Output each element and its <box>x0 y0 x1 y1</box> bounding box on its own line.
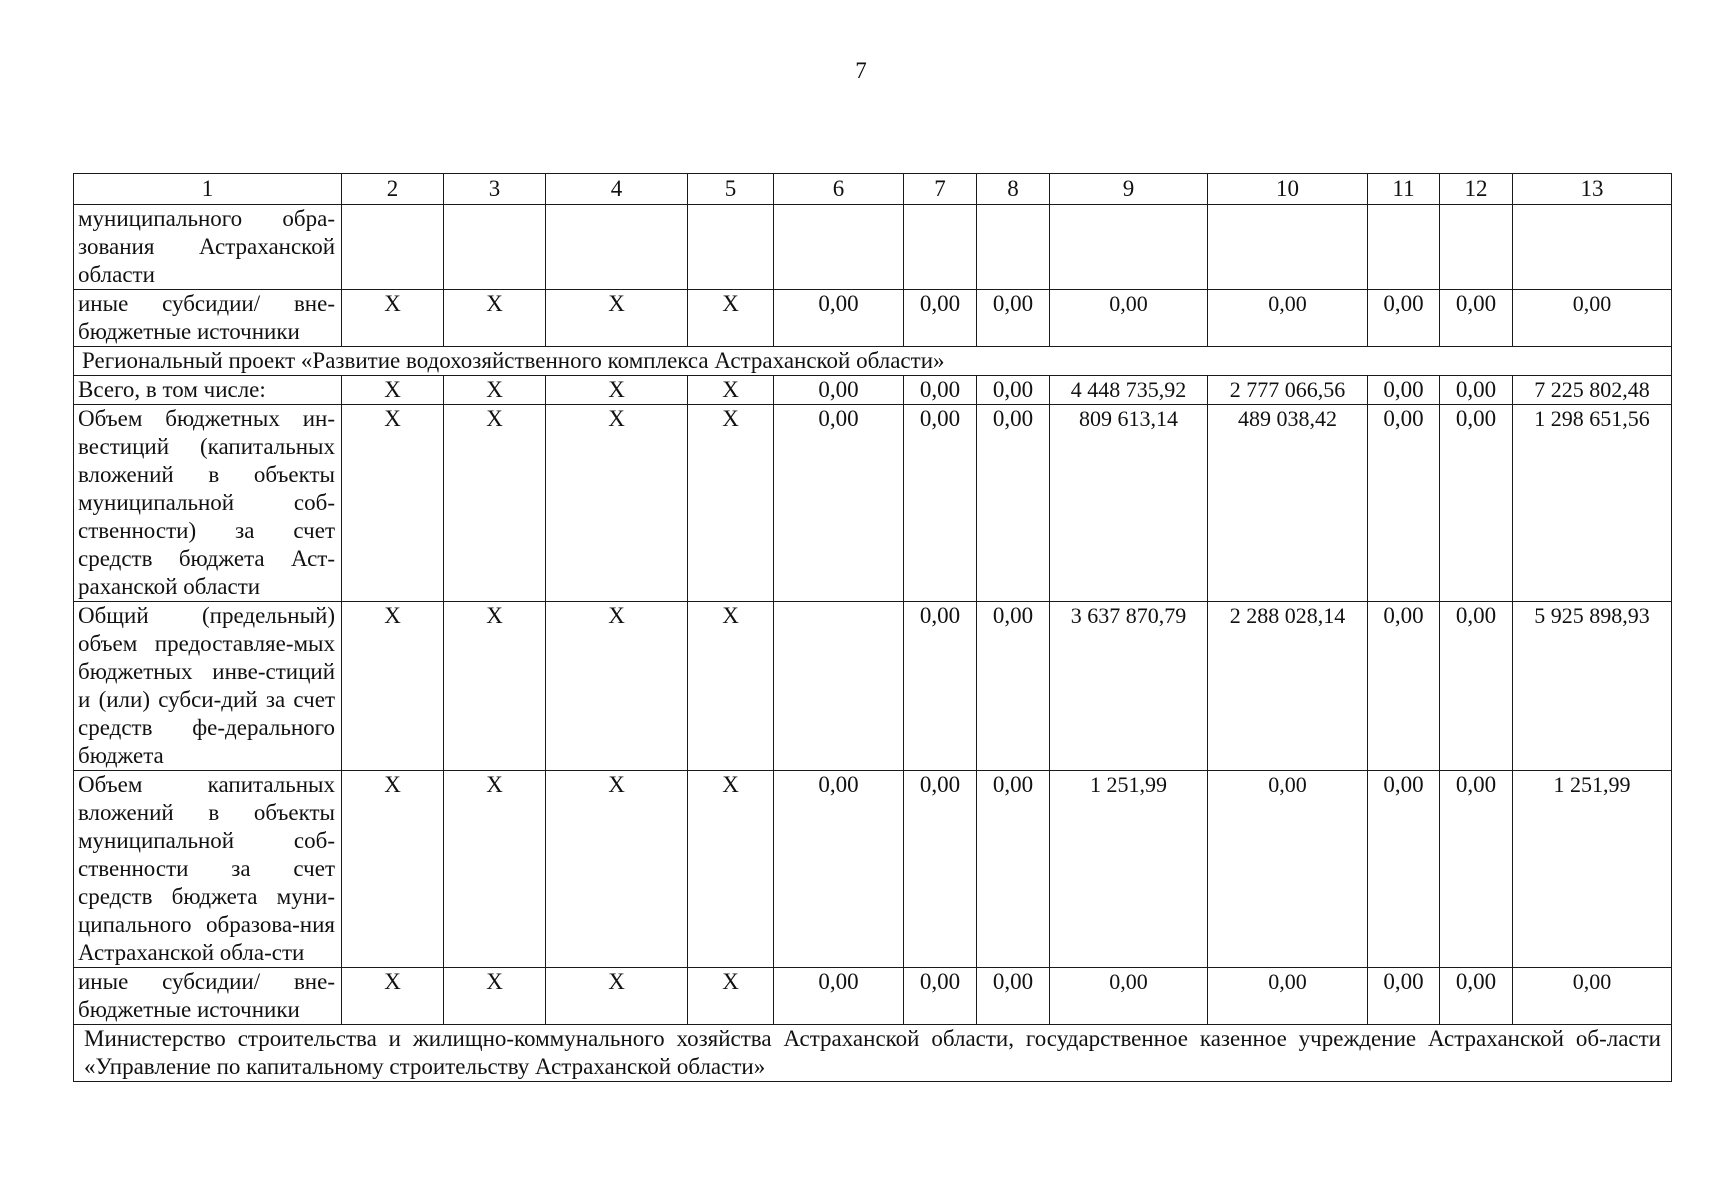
cell-col-2: X <box>342 602 444 771</box>
cell-col-5: X <box>688 602 774 771</box>
cell-col-10: 2 288 028,14 <box>1208 602 1368 771</box>
cell-col-6: 0,00 <box>774 771 904 968</box>
cell-col-10: 2 777 066,56 <box>1208 376 1368 405</box>
cell-col-9: 3 637 870,79 <box>1050 602 1208 771</box>
cell-col-11: 0,00 <box>1368 602 1440 771</box>
cell-col-8: 0,00 <box>977 405 1050 602</box>
cell-col-6: 0,00 <box>774 405 904 602</box>
cell-col-11: 0,00 <box>1368 968 1440 1025</box>
cell-col-7: 0,00 <box>904 771 977 968</box>
row-label: муниципального обра-зования Астраханской области <box>74 205 342 290</box>
column-number-4: 4 <box>546 174 688 205</box>
cell-col-11: 0,00 <box>1368 376 1440 405</box>
cell-col-9: 0,00 <box>1050 968 1208 1025</box>
page-number: 7 <box>855 58 867 83</box>
table-row <box>74 376 1672 405</box>
cell-col-7: 0,00 <box>904 602 977 771</box>
cell-col-8: 0,00 <box>977 376 1050 405</box>
cell-col-5: X <box>688 771 774 968</box>
cell-col-2: X <box>342 290 444 347</box>
cell-col-5: X <box>688 405 774 602</box>
cell-col-13 <box>1513 205 1672 290</box>
row-label: Общий (предельный) объем предоставляе-мых бюджетных инве-стиций и (или) субси-дий за счет средств фе-дерального бюджета <box>74 602 342 771</box>
cell-col-10: 489 038,42 <box>1208 405 1368 602</box>
budget-table <box>73 173 1672 1082</box>
cell-col-3: X <box>444 968 546 1025</box>
cell-col-11: 0,00 <box>1368 405 1440 602</box>
cell-col-12: 0,00 <box>1440 602 1513 771</box>
cell-col-9 <box>1050 205 1208 290</box>
column-number-12: 12 <box>1440 174 1513 205</box>
cell-col-2: X <box>342 376 444 405</box>
cell-col-12 <box>1440 205 1513 290</box>
cell-col-8: 0,00 <box>977 602 1050 771</box>
cell-col-6 <box>774 205 904 290</box>
cell-col-4: X <box>546 602 688 771</box>
cell-col-7: 0,00 <box>904 405 977 602</box>
cell-col-6 <box>774 602 904 771</box>
cell-col-5: X <box>688 968 774 1025</box>
cell-col-8: 0,00 <box>977 968 1050 1025</box>
cell-col-9: 1 251,99 <box>1050 771 1208 968</box>
table-row <box>74 968 1672 1025</box>
cell-col-2: X <box>342 968 444 1025</box>
column-number-2: 2 <box>342 174 444 205</box>
column-number-8: 8 <box>977 174 1050 205</box>
cell-col-2: X <box>342 405 444 602</box>
cell-col-3: X <box>444 290 546 347</box>
table-row <box>74 771 1672 968</box>
column-number-13: 13 <box>1513 174 1672 205</box>
row-label: Объем капитальных вложений в объекты муниципальной соб-ственности за счет средств бюджета муни-ципального образова-ния Астраханской обла-сти <box>74 771 342 968</box>
table-row <box>74 205 1672 290</box>
column-number-11: 11 <box>1368 174 1440 205</box>
cell-col-3: X <box>444 376 546 405</box>
cell-col-10: 0,00 <box>1208 290 1368 347</box>
cell-col-6: 0,00 <box>774 376 904 405</box>
cell-col-4: X <box>546 968 688 1025</box>
cell-col-8 <box>977 205 1050 290</box>
cell-col-5 <box>688 205 774 290</box>
header-row <box>74 174 1672 205</box>
cell-col-7: 0,00 <box>904 290 977 347</box>
cell-col-10: 0,00 <box>1208 771 1368 968</box>
section-title: Министерство строительства и жилищно-коммунального хозяйства Астраханской области, государственное казенное учреждение Астраханской об-ласти «Управление по капитальному строительству Астраханской области» <box>74 1025 1672 1082</box>
cell-col-7: 0,00 <box>904 376 977 405</box>
cell-col-4: X <box>546 771 688 968</box>
cell-col-9: 4 448 735,92 <box>1050 376 1208 405</box>
cell-col-3: X <box>444 405 546 602</box>
cell-col-12: 0,00 <box>1440 771 1513 968</box>
cell-col-4: X <box>546 290 688 347</box>
cell-col-10: 0,00 <box>1208 968 1368 1025</box>
cell-col-9: 0,00 <box>1050 290 1208 347</box>
section-row <box>74 1025 1672 1082</box>
row-label: иные субсидии/ вне-бюджетные источники <box>74 968 342 1025</box>
column-number-10: 10 <box>1208 174 1368 205</box>
cell-col-13: 1 298 651,56 <box>1513 405 1672 602</box>
cell-col-7 <box>904 205 977 290</box>
cell-col-5: X <box>688 290 774 347</box>
cell-col-2 <box>342 205 444 290</box>
cell-col-8: 0,00 <box>977 290 1050 347</box>
cell-col-12: 0,00 <box>1440 376 1513 405</box>
column-number-6: 6 <box>774 174 904 205</box>
cell-col-5: X <box>688 376 774 405</box>
cell-col-8: 0,00 <box>977 771 1050 968</box>
cell-col-4: X <box>546 376 688 405</box>
cell-col-13: 0,00 <box>1513 968 1672 1025</box>
table-row <box>74 405 1672 602</box>
cell-col-11: 0,00 <box>1368 290 1440 347</box>
section-row <box>74 347 1672 376</box>
cell-col-11 <box>1368 205 1440 290</box>
cell-col-4: X <box>546 405 688 602</box>
table-row <box>74 290 1672 347</box>
cell-col-12: 0,00 <box>1440 290 1513 347</box>
cell-col-6: 0,00 <box>774 968 904 1025</box>
cell-col-3: X <box>444 771 546 968</box>
cell-col-6: 0,00 <box>774 290 904 347</box>
cell-col-12: 0,00 <box>1440 405 1513 602</box>
section-title: Региональный проект «Развитие водохозяйственного комплекса Астраханской области» <box>74 347 1672 376</box>
cell-col-3 <box>444 205 546 290</box>
column-number-1: 1 <box>74 174 342 205</box>
column-number-5: 5 <box>688 174 774 205</box>
cell-col-4 <box>546 205 688 290</box>
row-label: иные субсидии/ вне-бюджетные источники <box>74 290 342 347</box>
cell-col-13: 7 225 802,48 <box>1513 376 1672 405</box>
cell-col-11: 0,00 <box>1368 771 1440 968</box>
cell-col-13: 1 251,99 <box>1513 771 1672 968</box>
cell-col-13: 0,00 <box>1513 290 1672 347</box>
table-body <box>74 174 1672 1082</box>
cell-col-12: 0,00 <box>1440 968 1513 1025</box>
column-number-7: 7 <box>904 174 977 205</box>
cell-col-9: 809 613,14 <box>1050 405 1208 602</box>
cell-col-13: 5 925 898,93 <box>1513 602 1672 771</box>
column-number-3: 3 <box>444 174 546 205</box>
table-row <box>74 602 1672 771</box>
cell-col-7: 0,00 <box>904 968 977 1025</box>
cell-col-3: X <box>444 602 546 771</box>
row-label: Всего, в том числе: <box>74 376 342 405</box>
row-label: Объем бюджетных ин-вестиций (капитальных вложений в объекты муниципальной соб-ственности) за счет средств бюджета Аст-раханской области <box>74 405 342 602</box>
cell-col-10 <box>1208 205 1368 290</box>
column-number-9: 9 <box>1050 174 1208 205</box>
cell-col-2: X <box>342 771 444 968</box>
